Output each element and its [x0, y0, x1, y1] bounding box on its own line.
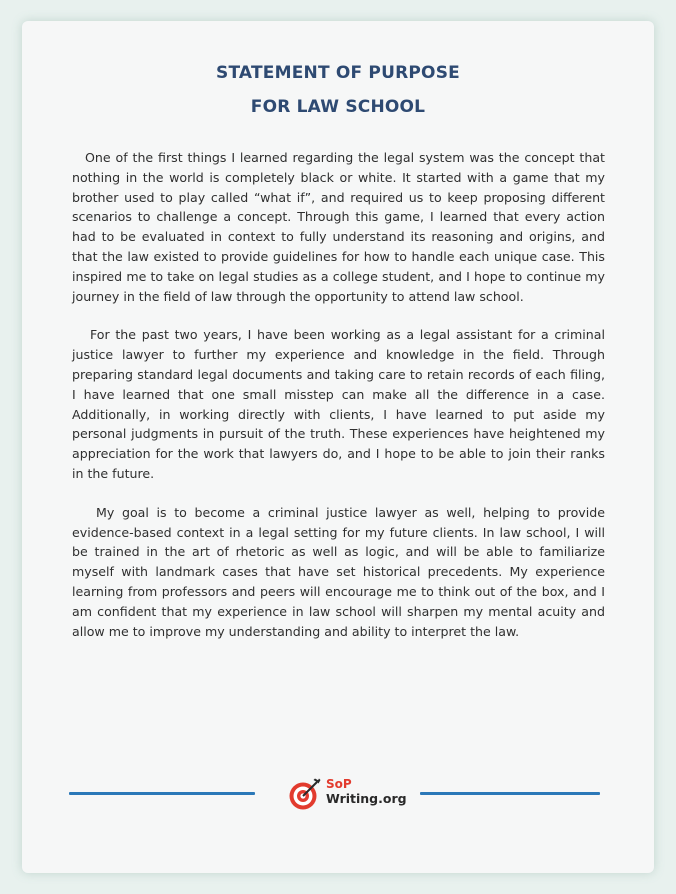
paragraph-2: For the past two years, I have been working as a legal assistant for a criminal justice lawyer to further my experience and knowledge in the field. Through preparing standard legal documents and taking care to retain records of each filing, I have learned that one small misstep can make all the difference in a case. Additionally, in working directly with clients, I have learned to put aside my personal judgments in pursuit of the truth. These experiences have heightened my appreciation for the work that lawyers do, and I hope to be able to join their ranks in the future.	[72, 327, 605, 481]
paragraph-1: One of the first things I learned regarding the legal system was the concept that nothing in the world is completely black or white. It started with a game that my brother used to play called “what if”, and required us to keep proposing different scenarios to challenge a concept. Through this game, I learned that every action had to be evaluated in context to fully understand its reasoning and origins, and that the law existed to provide guidelines for how to handle each unique case. This inspired me to take on legal studies as a college student, and I hope to continue my journey in the field of law through the opportunity to attend law school.	[72, 150, 605, 304]
footer-divider-right	[420, 792, 600, 795]
logo-text-writing: Writing.org	[326, 791, 407, 806]
sopwriting-logo	[288, 777, 418, 811]
document-title-line-2: FOR LAW SCHOOL	[250, 97, 426, 117]
footer-divider-left	[69, 792, 255, 795]
document-body	[72, 148, 605, 660]
document-title-line-1: STATEMENT OF PURPOSE	[216, 63, 460, 83]
target-arrow-icon	[288, 777, 322, 811]
document-page	[22, 21, 654, 873]
paragraph-3: My goal is to become a criminal justice lawyer as well, helping to provide evidence-based context in a legal setting for my future clients. In law school, I will be trained in the art of rhetoric as well as logic, and will be able to familiarize myself with landmark cases that have set historical precedents. My experience learning from professors and peers will encourage me to think out of the box, and I am confident that my experience in law school will sharpen my mental acuity and allow me to improve my understanding and ability to interpret the law.	[72, 504, 605, 639]
logo-text-sop: SoP	[326, 777, 352, 791]
